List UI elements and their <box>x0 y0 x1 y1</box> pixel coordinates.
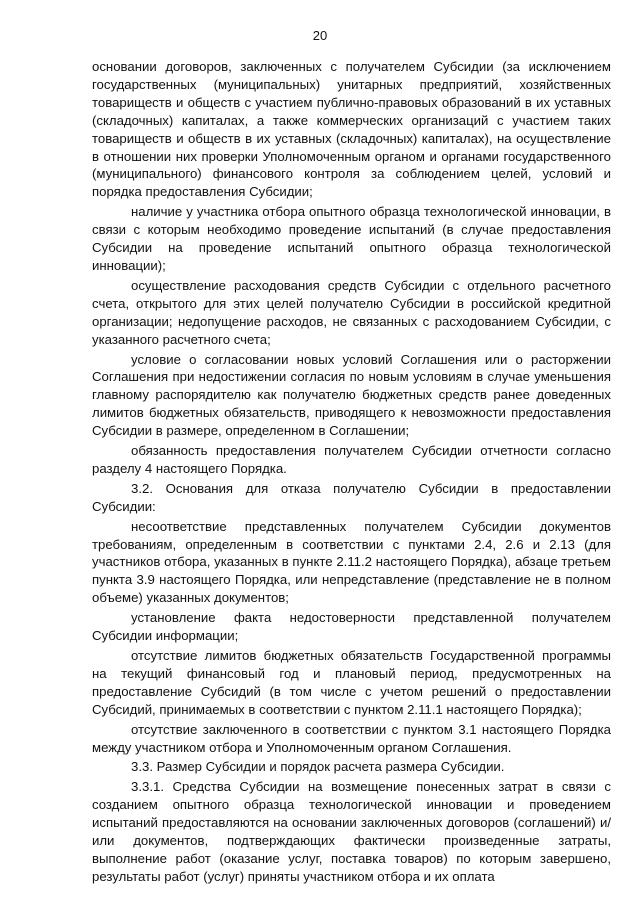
paragraph-prototype-availability: наличие у участника отбора опытного образца технологической инновации, в связи с которым необходимо проведение испытаний (в случае предоставления Субсидии на проведение испытаний опытного образца технологической инновации); <box>92 204 611 273</box>
paragraph-reporting-obligation: обязанность предоставления получателем Субсидии отчетности согласно разделу 4 настоящего Порядка. <box>92 443 611 476</box>
paragraph-agreement-conditions: условие о согласовании новых условий Соглашения или о расторжении Соглашения при недостижении согласия по новым условиям в случае уменьшения главному распорядителю как получателю бюджетных средств ранее доведенных лимитов бюджетных обязательств, приводящего к невозможности предоставления Субсидии в размере, определенном в Соглашении; <box>92 351 611 439</box>
paragraph-section-3-3: 3.3. Размер Субсидии и порядок расчета размера Субсидии. <box>131 759 505 775</box>
paragraph-section-3-3-1: 3.3.1. Средства Субсидии на возмещение понесенных затрат в связи с созданием опытного образца технологической инновации и проведением испытаний предоставляются на основании заключенных договоров (соглашений) и/или документов, подтверждающих фактически произведенные затраты, выполнение работ (оказание услуг, поставка товаров) по которым завершено, результаты работ (услуг) приняты участником отбора и их оплата <box>92 779 611 884</box>
document-body <box>92 58 611 886</box>
paragraph-documents-noncompliance: несоответствие представленных получателем Субсидии документов требованиям, определенным в соответствии с пунктами 2.4, 2.6 и 2.13 (для участников отбора, указанных в пункте 2.11.2 настоящего Порядка), абзаце третьем пункта 3.9 настоящего Порядка, или непредставление (представление не в полном объеме) указанных документов; <box>92 518 611 606</box>
paragraph-continuation: основании договоров, заключенных с получателем Субсидии (за исключением государственных (муниципальных) унитарных предприятий, хозяйственных товариществ и обществ с участием публично-правовых образований в их уставных (складочных) капиталах, а также коммерческих организаций с участием таких товариществ и обществ в их уставных (складочных) капиталах), на осуществление в отношении них проверки Уполномоченным органом и органами государственного (муниципального) финансового контроля за соблюдением целей, условий и порядка предоставления Субсидии; <box>92 59 611 200</box>
paragraph-no-agreement: отсутствие заключенного в соответствии с пунктом 3.1 настоящего Порядка между участником отбора и Уполномоченным органом Соглашения. <box>92 721 611 755</box>
paragraph-section-3-2: 3.2. Основания для отказа получателю Субсидии в предоставлении Субсидии: <box>92 480 611 514</box>
paragraph-budget-limits: отсутствие лимитов бюджетных обязательств Государственной программы на текущий финансовый год и плановый период, предусмотренных на предоставление Субсидий (в том числе с учетом решений о предоставлении Субсидий, принимаемых в соответствии с пунктом 2.11.1 настоящего Порядка); <box>92 648 611 717</box>
paragraph-separate-account: осуществление расходования средств Субсидии с отдельного расчетного счета, открытого для этих целей получателю Субсидии в российской кредитной организации; недопущение расходов, не связанных с расходованием Субсидии, с указанного расчетного счета; <box>92 277 611 347</box>
page-number: 20 <box>312 28 328 43</box>
paragraph-false-information: установление факта недостоверности представленной получателем Субсидии информации; <box>92 610 611 644</box>
